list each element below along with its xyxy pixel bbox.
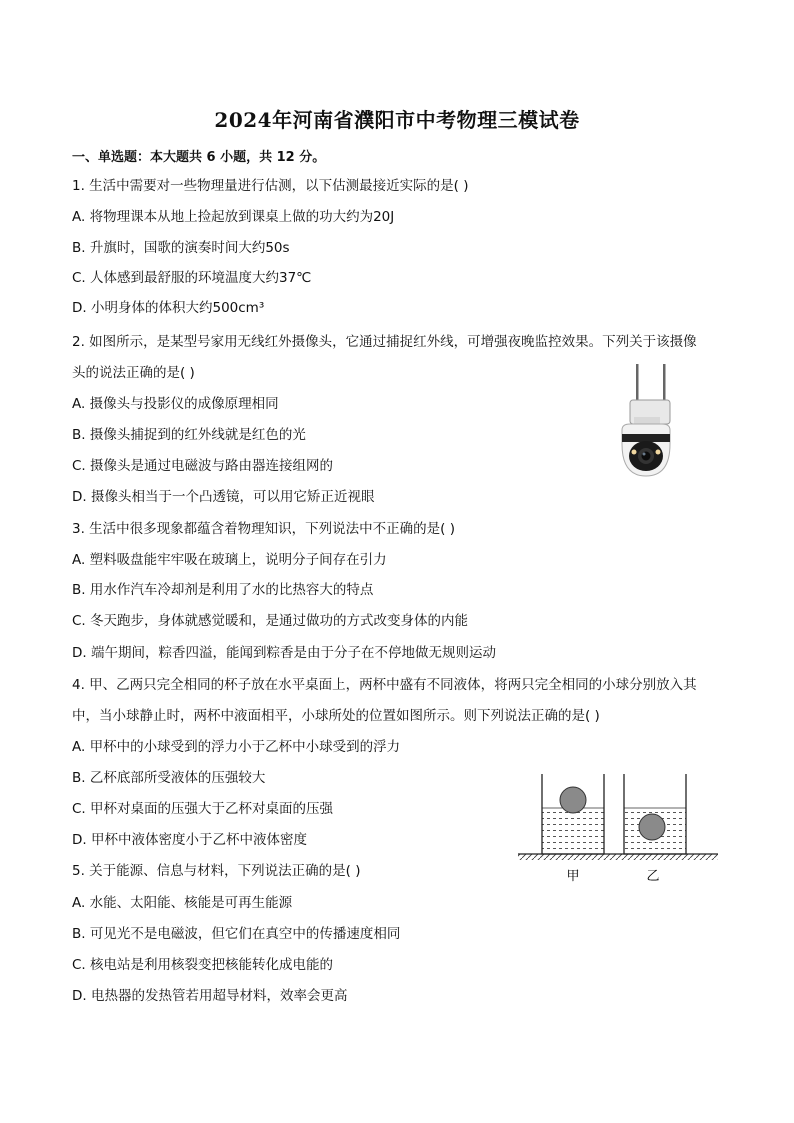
question-1-option-a[interactable]: A. 将物理课本从地上捡起放到课桌上做的功大约为20J — [72, 209, 395, 225]
question-4-option-d[interactable]: D. 甲杯中液体密度小于乙杯中液体密度 — [72, 832, 307, 848]
beakers-figure — [516, 768, 720, 888]
question-3-option-a[interactable]: A. 塑料吸盘能牢牢吸在玻璃上，说明分子间存在引力 — [72, 552, 387, 568]
question-2-option-b[interactable]: B. 摄像头捕捉到的红外线就是红色的光 — [72, 427, 306, 443]
question-4-stem-line2: 中，当小球静止时，两杯中液面相平，小球所处的位置如图所示。则下列说法正确的是( ) — [72, 708, 600, 724]
question-2-option-d[interactable]: D. 摄像头相当于一个凸透镜，可以用它矫正近视眼 — [72, 489, 375, 505]
question-4-option-b[interactable]: B. 乙杯底部所受液体的压强较大 — [72, 770, 266, 786]
question-3-option-b[interactable]: B. 用水作汽车冷却剂是利用了水的比热容大的特点 — [72, 582, 374, 598]
question-5-stem: 5. 关于能源、信息与材料，下列说法正确的是( ) — [72, 863, 361, 879]
question-3-option-d[interactable]: D. 端午期间，粽香四溢，能闻到粽香是由于分子在不停地做无规则运动 — [72, 645, 496, 661]
question-2-option-a[interactable]: A. 摄像头与投影仪的成像原理相同 — [72, 396, 279, 412]
question-2-option-c[interactable]: C. 摄像头是通过电磁波与路由器连接组网的 — [72, 458, 334, 474]
cup-label-jia: 甲 — [566, 869, 580, 884]
question-4-stem-line1: 4. 甲、乙两只完全相同的杯子放在水平桌面上，两杯中盛有不同液体，将两只完全相同的小球分别放入其 — [72, 677, 697, 693]
question-1-option-c[interactable]: C. 人体感到最舒服的环境温度大约37℃ — [72, 270, 312, 286]
page-title: 2024年河南省濮阳市中考物理三模试卷 — [214, 108, 580, 132]
question-5-option-c[interactable]: C. 核电站是利用核裂变把核能转化成电能的 — [72, 957, 334, 973]
cup-label-yi: 乙 — [646, 869, 660, 884]
question-5-option-d[interactable]: D. 电热器的发热管若用超导材料，效率会更高 — [72, 988, 348, 1004]
question-4-option-a[interactable]: A. 甲杯中的小球受到的浮力小于乙杯中小球受到的浮力 — [72, 739, 401, 755]
question-4-option-c[interactable]: C. 甲杯对桌面的压强大于乙杯对桌面的压强 — [72, 801, 334, 817]
question-1-option-d[interactable]: D. 小明身体的体积大约500cm³ — [72, 300, 265, 316]
question-1-option-b[interactable]: B. 升旗时，国歌的演奏时间大约50s — [72, 240, 290, 256]
question-3-option-c[interactable]: C. 冬天跑步，身体就感觉暖和，是通过做功的方式改变身体的内能 — [72, 613, 469, 629]
question-2-stem-line2: 头的说法正确的是( ) — [72, 365, 195, 381]
question-1-stem: 1. 生活中需要对一些物理量进行估测，以下估测最接近实际的是( ) — [72, 178, 469, 194]
question-2-stem-line1: 2. 如图所示，是某型号家用无线红外摄像头，它通过捕捉红外线，可增强夜晚监控效果。下列关于该摄像 — [72, 334, 697, 350]
question-5-option-a[interactable]: A. 水能、太阳能、核能是可再生能源 — [72, 895, 293, 911]
section-heading: 一、单选题：本大题共 6 小题，共 12 分。 — [72, 150, 326, 165]
camera-figure — [614, 362, 678, 478]
question-5-option-b[interactable]: B. 可见光不是电磁波，但它们在真空中的传播速度相同 — [72, 926, 401, 942]
question-3-stem: 3. 生活中很多现象都蕴含着物理知识，下列说法中不正确的是( ) — [72, 521, 455, 537]
